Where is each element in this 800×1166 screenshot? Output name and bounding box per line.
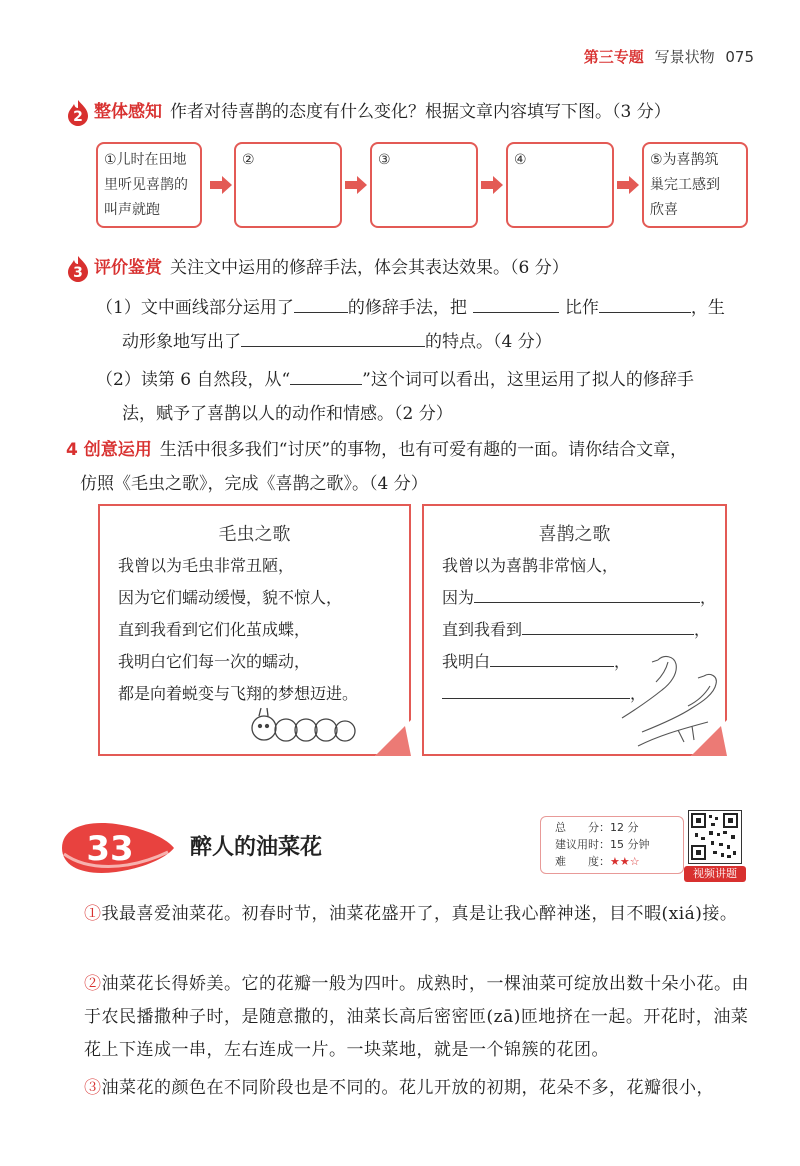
answer-blank[interactable]: [522, 616, 694, 635]
poem-card-caterpillar: [98, 504, 411, 756]
answer-blank[interactable]: [473, 294, 559, 313]
poem-text: 因为: [442, 588, 475, 607]
flow-text: 里听见喜鹊的: [104, 177, 188, 193]
poem-line: [442, 614, 725, 646]
flame-number-icon: [66, 99, 90, 127]
poem-lines: [100, 550, 409, 710]
question-text: 仿照《毛虫之歌》，完成《喜鹊之歌》。（4 分）: [80, 474, 428, 494]
arrow-right-icon: [617, 176, 639, 194]
flow-box-3[interactable]: [370, 142, 478, 228]
answer-blank[interactable]: [490, 648, 614, 667]
question-tag: 4 创意运用: [66, 440, 152, 460]
answer-blank[interactable]: [599, 294, 691, 313]
flow-text: ③: [378, 152, 391, 168]
poem-text: ，: [630, 684, 647, 703]
flow-text: 巢完工感到: [650, 177, 720, 193]
article-paragraph-3: [84, 1072, 756, 1105]
poem-line: 我曾以为喜鹊非常恼人，: [442, 556, 619, 575]
star-rating: ★★☆: [610, 855, 640, 868]
question-text: 作者对待喜鹊的态度有什么变化？根据文章内容填写下图。（3 分）: [170, 102, 671, 122]
question-tag: 整体感知: [94, 102, 162, 122]
suggested-time: [555, 836, 677, 853]
qr-code-icon[interactable]: [688, 810, 742, 864]
question-4-line2: [80, 470, 428, 498]
sub-text: （1）文中画线部分运用了: [96, 298, 294, 318]
article-paragraph-1: [84, 898, 756, 931]
flow-text: ⑤为喜鹊筑: [650, 152, 719, 168]
sub-text: 法，赋予了喜鹊以人的动作和情感。（2 分）: [122, 404, 453, 424]
arrow-right-icon: [210, 176, 232, 194]
poem-text: 直到我看到: [442, 620, 523, 639]
difficulty: [555, 853, 677, 870]
flow-text: 欣喜: [650, 202, 678, 218]
poem-line: 因为它们蠕动缓慢，貌不惊人，: [118, 588, 343, 607]
poem-line: 我曾以为毛虫非常丑陋，: [118, 556, 295, 575]
svg-text:2: 2: [73, 108, 83, 125]
flow-text: ④: [514, 152, 527, 168]
flow-box-2[interactable]: [234, 142, 342, 228]
page-fold-icon: [691, 720, 727, 756]
answer-blank[interactable]: [241, 328, 425, 347]
topic-label: 写景状物: [654, 48, 715, 66]
answer-blank[interactable]: [442, 680, 630, 699]
svg-text:33: 33: [86, 829, 134, 869]
question-2: [66, 98, 671, 127]
info-value: 15 分钟: [610, 838, 650, 851]
video-explain-label[interactable]: 视频讲题: [684, 866, 746, 882]
poem-card-magpie: [422, 504, 727, 756]
caterpillar-icon: [250, 704, 360, 748]
q3-sub2-line2: [122, 400, 453, 428]
poem-line: 我明白它们每一次的蠕动，: [118, 652, 311, 671]
flow-text: ①儿时在田地: [104, 152, 187, 168]
sub-text: ”这个词可以看出，这里运用了拟人的修辞手: [362, 370, 694, 390]
info-label: 建议用时：: [555, 838, 610, 851]
flow-text: ②: [242, 152, 255, 168]
poem-text: ，: [614, 652, 631, 671]
page-fold-icon: [375, 720, 411, 756]
chapter-label: 第三专题: [583, 48, 644, 66]
info-label: 总 分：: [555, 821, 610, 834]
page-number: 075: [725, 48, 754, 66]
lesson-number-badge: [56, 818, 176, 878]
card-title: 喜鹊之歌: [538, 524, 611, 545]
question-4: [66, 436, 687, 464]
svg-text:3: 3: [73, 264, 83, 281]
article-paragraph-2: [84, 968, 756, 1067]
arrow-right-icon: [345, 176, 367, 194]
poem-text: ，: [694, 620, 711, 639]
sub-text: 的特点。（4 分）: [425, 332, 552, 352]
sub-text: 的修辞手法，把: [347, 298, 467, 318]
flow-text: 叫声就跑: [104, 202, 160, 218]
answer-blank[interactable]: [290, 366, 362, 385]
info-value: 12 分: [610, 821, 639, 834]
poem-text: ，: [700, 588, 717, 607]
lesson-info-box: [540, 816, 684, 874]
q3-sub2-line1: [96, 366, 694, 394]
card-title: 毛虫之歌: [218, 524, 291, 545]
poem-line: 直到我看到它们化茧成蝶，: [118, 620, 311, 639]
poem-line: [442, 582, 725, 614]
paragraph-text: 油菜花长得娇美。它的花瓣一般为四叶。成熟时，一棵油菜可绽放出数十朵小花。由于农民播撒种子时，是随意撒的，油菜长高后密密匝(zā)匝地挤在一起。开花时，油菜花上下连成一串，左右连成一片。一块菜地，就是一个锦簇的花团。: [84, 974, 749, 1060]
poem-line: 都是向着蜕变与飞翔的梦想迈进。: [118, 684, 359, 703]
q3-sub1-line2: [122, 328, 552, 356]
answer-blank[interactable]: [294, 294, 348, 313]
question-text: 关注文中运用的修辞手法，体会其表达效果。（6 分）: [170, 258, 569, 278]
arrow-right-icon: [481, 176, 503, 194]
sub-text: ，生: [690, 298, 725, 318]
paragraph-number: ①: [84, 904, 102, 924]
question-tag: 评价鉴赏: [94, 258, 162, 278]
question-3: [66, 254, 569, 283]
sub-text: 比作: [564, 298, 599, 318]
sub-text: 动形象地写出了: [122, 332, 241, 352]
flame-number-icon: [66, 255, 90, 283]
flow-box-4[interactable]: [506, 142, 614, 228]
answer-blank[interactable]: [474, 584, 700, 603]
flow-box-1: [96, 142, 202, 228]
lesson-title: 醉人的油菜花: [190, 835, 323, 860]
paragraph-text: 我最喜爱油菜花。初春时节，油菜花盛开了，真是让我心醉神迷，目不暇(xiá)接。: [101, 904, 738, 924]
total-score: [555, 819, 677, 836]
paragraph-number: ③: [84, 1078, 102, 1098]
page-header: [584, 46, 754, 67]
question-text: 生活中很多我们“讨厌”的事物，也有可爱有趣的一面。请你结合文章，: [159, 440, 688, 460]
paragraph-number: ②: [84, 974, 102, 994]
sub-text: （2）读第 6 自然段，从“: [96, 370, 291, 390]
info-label: 难 度：: [555, 855, 610, 868]
poem-text: 我明白: [442, 652, 491, 671]
q3-sub1-line1: [96, 294, 725, 322]
paragraph-text: 油菜花的颜色在不同阶段也是不同的。花儿开放的初期，花朵不多，花瓣很小，: [101, 1078, 714, 1098]
flow-box-5: [642, 142, 748, 228]
